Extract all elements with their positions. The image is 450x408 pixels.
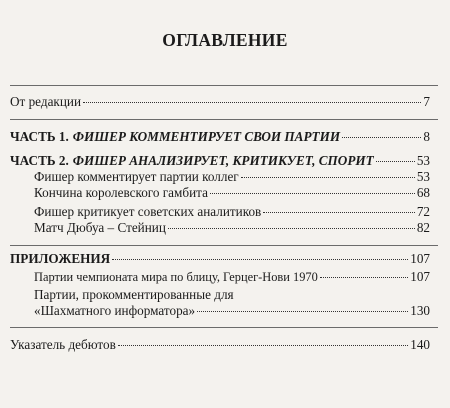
toc-entry-title-continued: «Шахматного информатора» [34, 303, 196, 318]
toc-entry-page: 130 [410, 303, 430, 318]
toc-entry-title: Матч Дюбуа – Стейниц [34, 220, 166, 235]
dot-leader [342, 137, 421, 138]
toc-entry-title: Кончина королевского гамбита [34, 185, 208, 200]
toc-entry-page: 7 [423, 94, 430, 109]
dot-leader [197, 311, 408, 312]
page-title: ОГЛАВЛЕНИЕ [162, 30, 288, 50]
toc-entry-title: Фишер критикует советских аналитиков [34, 204, 262, 219]
toc-entry-page: 68 [416, 185, 430, 200]
toc-entry-page: 82 [416, 220, 430, 235]
toc-entry-title: ФИШЕР АНАЛИЗИРУЕТ, КРИТИКУЕТ, СПОРИТ [72, 153, 374, 168]
toc-entry-title: От редакции [10, 94, 81, 109]
toc-entry-line-2 [34, 302, 430, 320]
divider [10, 119, 438, 120]
toc-entry-page: 140 [410, 337, 430, 352]
dot-leader [83, 102, 421, 103]
dot-leader [112, 259, 408, 260]
toc-entry-title: Указатель дебютов [10, 337, 116, 352]
toc-entry-editorial [10, 93, 430, 111]
toc-entry-page: 107 [410, 269, 430, 284]
toc-entry-title: Фишер комментирует партии коллег [34, 169, 239, 184]
dot-leader [241, 177, 415, 178]
toc-entry-title: ФИШЕР КОММЕНТИРУЕТ СВОИ ПАРТИИ [72, 129, 341, 144]
toc-entry-title: Партии чемпионата мира по блицу, Герцег-Нови 1970 [34, 270, 318, 284]
dot-leader [376, 161, 415, 162]
toc-entry-opening-index [10, 336, 430, 354]
toc-entry-page: 8 [423, 129, 430, 144]
toc-entry-title: Партии, прокомментированные для [34, 287, 234, 302]
toc-part-label: ЧАСТЬ 2. [10, 153, 69, 168]
toc-part-label: ЧАСТЬ 1. [10, 129, 69, 144]
dot-leader [263, 212, 415, 213]
toc-entry [34, 268, 430, 286]
toc-entry [34, 184, 430, 202]
dot-leader [168, 228, 415, 229]
toc-entry-page: 53 [416, 153, 430, 168]
toc-entry [34, 219, 430, 237]
divider [10, 245, 438, 246]
divider [10, 327, 438, 328]
toc-entry-appendices [10, 250, 430, 268]
divider [10, 85, 438, 86]
toc-entry-page: 107 [410, 251, 430, 266]
dot-leader [320, 277, 408, 278]
toc-entry-page: 53 [416, 169, 430, 184]
toc-entry-part-1 [10, 128, 430, 146]
dot-leader [210, 193, 415, 194]
toc-entry-page: 72 [416, 204, 430, 219]
dot-leader [118, 345, 408, 346]
toc-entry-title: ПРИЛОЖЕНИЯ [10, 251, 111, 266]
